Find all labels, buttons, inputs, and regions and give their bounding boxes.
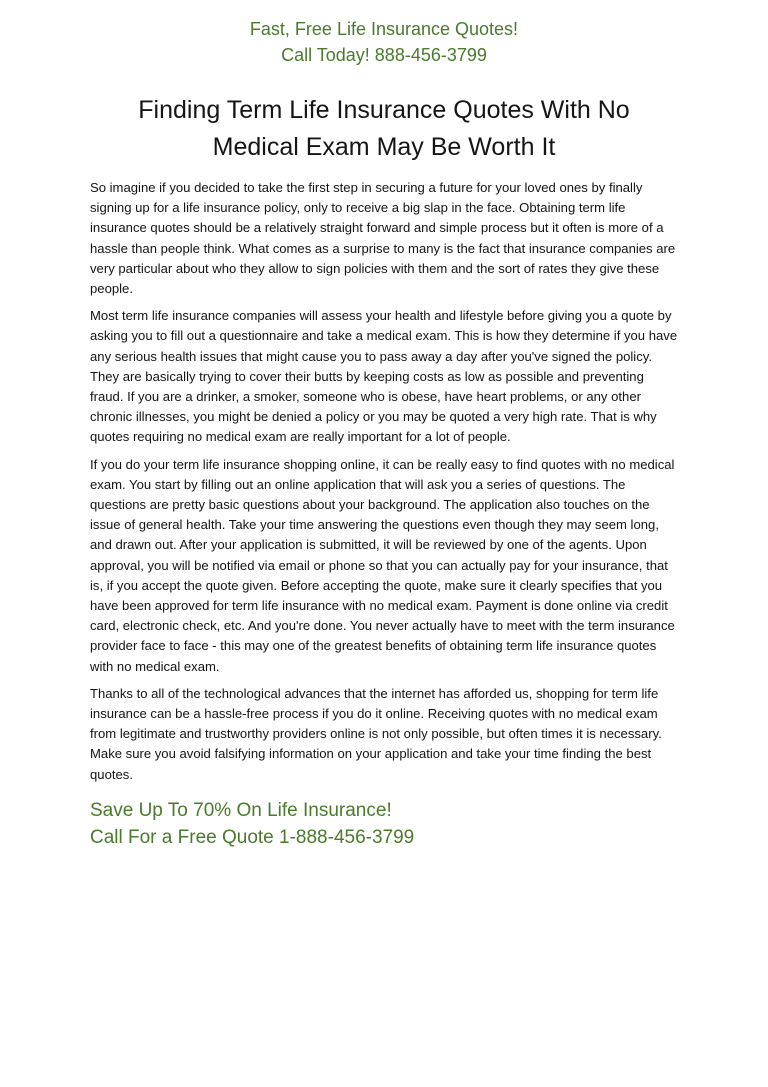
header-line-1: Fast, Free Life Insurance Quotes! <box>249 19 519 39</box>
paragraph-4: Thanks to all of the technological advances that the internet has afforded us, shopping for term life insurance can be a hassle-free process if you do it online. Receiving quotes with no medical exam from legitimate and trustworthy providers online is not only possible, but often times it is necessary. Make sure you avoid falsifying information on your application and take your time finding the best quotes. <box>90 685 662 782</box>
header-line-2: Call Today! 888-456-3799 <box>281 45 487 65</box>
paragraph-1: So imagine if you decided to take the first step in securing a future for your loved ones by finally signing up for a life insurance policy, only to receive a big slap in the face. Obtaining term life insurance quotes should be a relatively straight forward and simple process but it often is more of a hassle than people think. What comes as a surprise to many is the fact that insurance companies are very particular about who they allow to sign policies with them and the sort of rates they give these people. <box>90 180 676 297</box>
paragraph-2: Most term life insurance companies will assess your health and lifestyle before giving you a quote by asking you to fill out a questionnaire and take a medical exam. This is how they determine if you have any serious health issues that might cause you to pass away a day after you've signed the policy. They are basically trying to cover their butts by keeping costs as low as possible and preventing fraud. If you are a drinker, a smoker, someone who is obese, have heart problems, or any other chronic illnesses, you might be denied a policy or you may be quoted a very high rate. That is why quotes requiring no medical exam are really important for a lot of people. <box>90 308 678 445</box>
article-body <box>90 178 680 851</box>
article-title: Finding Term Life Insurance Quotes With No Medical Exam May Be Worth It <box>138 96 630 161</box>
footer-line-1: Save Up To 70% On Life Insurance! <box>90 799 392 821</box>
footer-callout <box>90 797 680 851</box>
footer-line-2: Call For a Free Quote 1-888-456-3799 <box>90 826 415 848</box>
header-banner <box>0 16 768 68</box>
paragraph-3: If you do your term life insurance shopping online, it can be really easy to find quotes with no medical exam. You start by filling out an online application that will ask you a series of questions. The questions are pretty basic questions about your background. The application also touches on the issue of general health. Take your time answering the questions even though they may seem long, and drawn out. After your application is submitted, it will be reviewed by one of the agents. Upon approval, you will be notified via email or phone so that you can actually pay for your insurance, that is, if you accept the quote given. Before accepting the quote, make sure it clearly specifies that you have been approved for term life insurance with no medical exam. Payment is done online via credit card, electronic check, etc. And you're done. You never actually have to meet with the term insurance provider face to face - this may one of the greatest benefits of obtaining term life insurance quotes with no medical exam. <box>90 456 675 674</box>
